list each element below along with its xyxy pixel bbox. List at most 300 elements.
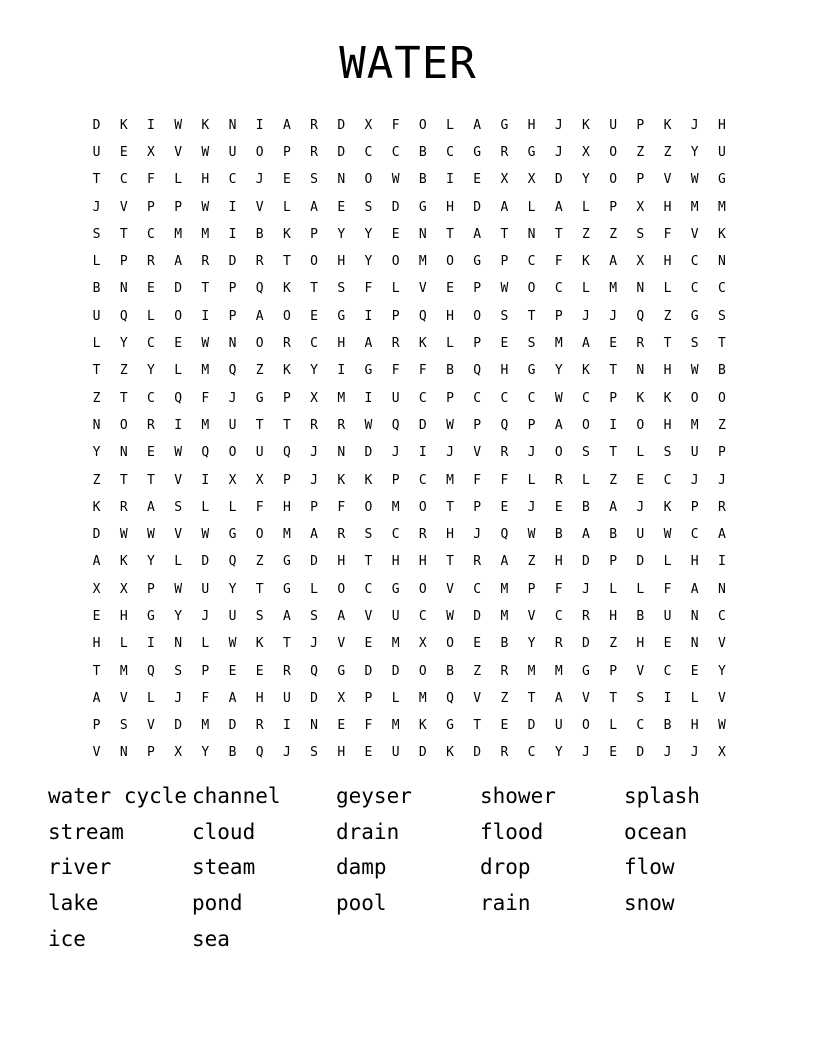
grid-letter[interactable]: S: [717, 308, 726, 324]
grid-letter[interactable]: M: [119, 663, 128, 679]
grid-letter[interactable]: Y: [690, 144, 699, 160]
grid-letter[interactable]: R: [500, 445, 509, 461]
grid-letter[interactable]: L: [391, 690, 400, 706]
grid-letter[interactable]: A: [582, 527, 590, 543]
grid-letter[interactable]: F: [473, 472, 482, 488]
grid-letter[interactable]: L: [582, 281, 590, 297]
grid-letter[interactable]: E: [310, 308, 318, 324]
grid-letter[interactable]: J: [554, 144, 563, 160]
grid-letter[interactable]: P: [609, 554, 618, 570]
grid-letter[interactable]: X: [255, 472, 264, 488]
grid-letter[interactable]: P: [228, 281, 237, 297]
grid-letter[interactable]: J: [174, 690, 183, 706]
grid-letter[interactable]: B: [582, 499, 590, 515]
grid-letter[interactable]: J: [310, 472, 318, 488]
grid-letter[interactable]: F: [554, 254, 563, 270]
grid-letter[interactable]: R: [337, 417, 346, 433]
grid-letter[interactable]: D: [92, 117, 101, 133]
grid-letter[interactable]: E: [364, 636, 373, 652]
grid-letter[interactable]: U: [228, 144, 237, 160]
grid-letter[interactable]: I: [364, 390, 373, 406]
grid-letter[interactable]: E: [391, 226, 400, 242]
grid-letter[interactable]: J: [582, 745, 590, 761]
grid-letter[interactable]: M: [201, 363, 210, 379]
grid-letter[interactable]: E: [609, 745, 618, 761]
grid-letter[interactable]: I: [147, 636, 155, 652]
grid-letter[interactable]: J: [582, 308, 590, 324]
grid-letter[interactable]: Z: [119, 363, 128, 379]
grid-letter[interactable]: Q: [500, 527, 509, 543]
grid-letter[interactable]: B: [418, 144, 427, 160]
grid-letter[interactable]: A: [500, 554, 509, 570]
grid-letter[interactable]: R: [554, 472, 563, 488]
grid-letter[interactable]: O: [282, 308, 291, 324]
grid-letter[interactable]: L: [527, 472, 536, 488]
grid-letter[interactable]: H: [663, 363, 672, 379]
grid-letter[interactable]: E: [282, 172, 291, 188]
grid-letter[interactable]: T: [446, 226, 454, 242]
grid-letter[interactable]: Z: [663, 144, 672, 160]
grid-letter[interactable]: R: [391, 336, 400, 352]
grid-letter[interactable]: U: [391, 390, 400, 406]
grid-letter[interactable]: E: [500, 718, 509, 734]
grid-letter[interactable]: M: [201, 226, 210, 242]
grid-letter[interactable]: V: [147, 718, 155, 734]
grid-letter[interactable]: N: [717, 254, 726, 270]
grid-letter[interactable]: T: [255, 417, 264, 433]
grid-letter[interactable]: K: [582, 363, 590, 379]
grid-letter[interactable]: G: [582, 663, 590, 679]
grid-letter[interactable]: L: [663, 281, 672, 297]
grid-letter[interactable]: T: [609, 690, 618, 706]
grid-letter[interactable]: W: [500, 281, 509, 297]
grid-letter[interactable]: F: [255, 499, 264, 515]
grid-letter[interactable]: H: [446, 527, 454, 543]
grid-letter[interactable]: F: [147, 172, 155, 188]
grid-letter[interactable]: T: [255, 581, 264, 597]
grid-letter[interactable]: Z: [255, 363, 264, 379]
grid-letter[interactable]: J: [609, 308, 618, 324]
grid-letter[interactable]: U: [92, 308, 101, 324]
grid-letter[interactable]: I: [418, 445, 427, 461]
grid-letter[interactable]: X: [636, 199, 645, 215]
grid-letter[interactable]: N: [690, 636, 699, 652]
grid-letter[interactable]: Y: [364, 226, 373, 242]
grid-letter[interactable]: X: [582, 144, 590, 160]
grid-letter[interactable]: W: [174, 445, 183, 461]
grid-letter[interactable]: C: [527, 254, 536, 270]
grid-letter[interactable]: Y: [119, 336, 128, 352]
grid-letter[interactable]: P: [92, 718, 101, 734]
grid-letter[interactable]: C: [147, 390, 155, 406]
grid-letter[interactable]: W: [554, 390, 563, 406]
grid-letter[interactable]: Y: [527, 636, 536, 652]
grid-letter[interactable]: P: [609, 390, 618, 406]
grid-letter[interactable]: U: [92, 144, 101, 160]
grid-letter[interactable]: V: [418, 281, 427, 297]
grid-letter[interactable]: T: [364, 554, 373, 570]
grid-letter[interactable]: C: [717, 281, 726, 297]
grid-letter[interactable]: A: [228, 690, 237, 706]
grid-letter[interactable]: K: [364, 472, 373, 488]
grid-letter[interactable]: A: [364, 336, 373, 352]
grid-letter[interactable]: J: [255, 172, 264, 188]
grid-letter[interactable]: D: [228, 254, 237, 270]
grid-letter[interactable]: O: [255, 144, 264, 160]
grid-letter[interactable]: O: [174, 308, 183, 324]
grid-letter[interactable]: U: [228, 417, 237, 433]
grid-letter[interactable]: E: [337, 199, 346, 215]
grid-letter[interactable]: E: [636, 472, 645, 488]
grid-letter[interactable]: C: [364, 581, 373, 597]
grid-letter[interactable]: C: [554, 281, 563, 297]
grid-letter[interactable]: X: [364, 117, 373, 133]
grid-letter[interactable]: P: [282, 144, 291, 160]
grid-letter[interactable]: W: [201, 199, 210, 215]
grid-letter[interactable]: L: [636, 445, 645, 461]
grid-letter[interactable]: N: [418, 226, 427, 242]
grid-letter[interactable]: N: [337, 445, 346, 461]
grid-letter[interactable]: Y: [147, 363, 155, 379]
grid-letter[interactable]: M: [418, 254, 427, 270]
grid-letter[interactable]: X: [92, 581, 101, 597]
grid-letter[interactable]: V: [174, 527, 183, 543]
grid-letter[interactable]: T: [717, 336, 726, 352]
grid-letter[interactable]: V: [663, 172, 672, 188]
grid-letter[interactable]: P: [364, 690, 373, 706]
grid-letter[interactable]: E: [147, 445, 155, 461]
grid-letter[interactable]: R: [717, 499, 726, 515]
grid-letter[interactable]: S: [310, 172, 318, 188]
grid-letter[interactable]: H: [663, 254, 672, 270]
grid-letter[interactable]: C: [391, 527, 400, 543]
grid-letter[interactable]: P: [282, 472, 291, 488]
grid-letter[interactable]: E: [473, 172, 482, 188]
grid-letter[interactable]: V: [92, 745, 101, 761]
grid-letter[interactable]: G: [282, 554, 291, 570]
grid-letter[interactable]: G: [690, 308, 699, 324]
grid-letter[interactable]: L: [609, 718, 618, 734]
grid-letter[interactable]: P: [500, 254, 509, 270]
grid-letter[interactable]: A: [282, 117, 291, 133]
grid-letter[interactable]: B: [418, 172, 427, 188]
grid-letter[interactable]: Y: [174, 608, 183, 624]
grid-letter[interactable]: P: [174, 199, 183, 215]
grid-letter[interactable]: Z: [582, 226, 590, 242]
grid-letter[interactable]: C: [418, 608, 427, 624]
grid-letter[interactable]: T: [473, 718, 482, 734]
grid-letter[interactable]: J: [310, 636, 318, 652]
grid-letter[interactable]: W: [690, 172, 699, 188]
grid-letter[interactable]: J: [690, 472, 699, 488]
grid-letter[interactable]: U: [282, 690, 291, 706]
grid-letter[interactable]: X: [310, 390, 318, 406]
grid-letter[interactable]: A: [174, 254, 183, 270]
grid-letter[interactable]: W: [446, 417, 454, 433]
grid-letter[interactable]: O: [446, 254, 454, 270]
grid-letter[interactable]: D: [582, 636, 590, 652]
grid-letter[interactable]: C: [147, 336, 155, 352]
grid-letter[interactable]: C: [228, 172, 237, 188]
grid-letter[interactable]: E: [228, 663, 237, 679]
grid-letter[interactable]: G: [228, 527, 237, 543]
grid-letter[interactable]: A: [473, 117, 482, 133]
grid-letter[interactable]: H: [690, 718, 699, 734]
grid-letter[interactable]: A: [310, 199, 318, 215]
grid-letter[interactable]: P: [391, 308, 400, 324]
grid-letter[interactable]: G: [364, 363, 373, 379]
grid-letter[interactable]: D: [636, 745, 645, 761]
grid-letter[interactable]: T: [201, 281, 210, 297]
grid-letter[interactable]: C: [663, 472, 672, 488]
grid-letter[interactable]: A: [554, 690, 563, 706]
grid-letter[interactable]: P: [717, 445, 726, 461]
grid-letter[interactable]: T: [554, 226, 563, 242]
grid-letter[interactable]: C: [527, 390, 536, 406]
grid-letter[interactable]: S: [174, 663, 183, 679]
grid-letter[interactable]: H: [690, 554, 699, 570]
grid-letter[interactable]: K: [663, 499, 672, 515]
grid-letter[interactable]: O: [364, 172, 373, 188]
grid-letter[interactable]: R: [282, 663, 291, 679]
grid-letter[interactable]: D: [174, 281, 183, 297]
grid-letter[interactable]: Y: [582, 172, 590, 188]
grid-letter[interactable]: J: [582, 581, 590, 597]
grid-letter[interactable]: D: [473, 608, 482, 624]
grid-letter[interactable]: F: [337, 499, 346, 515]
grid-letter[interactable]: P: [473, 336, 482, 352]
grid-letter[interactable]: E: [473, 636, 482, 652]
grid-letter[interactable]: O: [473, 308, 482, 324]
grid-letter[interactable]: E: [446, 281, 454, 297]
grid-letter[interactable]: P: [147, 199, 155, 215]
grid-letter[interactable]: K: [201, 117, 210, 133]
grid-letter[interactable]: P: [609, 199, 618, 215]
grid-letter[interactable]: R: [255, 254, 264, 270]
grid-letter[interactable]: L: [663, 554, 672, 570]
grid-letter[interactable]: O: [636, 417, 645, 433]
grid-letter[interactable]: V: [174, 472, 183, 488]
grid-letter[interactable]: V: [119, 199, 128, 215]
grid-letter[interactable]: S: [690, 336, 699, 352]
grid-letter[interactable]: A: [92, 554, 101, 570]
grid-letter[interactable]: I: [282, 718, 291, 734]
grid-letter[interactable]: L: [174, 172, 183, 188]
grid-letter[interactable]: T: [527, 690, 536, 706]
grid-letter[interactable]: B: [609, 527, 618, 543]
grid-letter[interactable]: R: [554, 636, 563, 652]
grid-letter[interactable]: C: [418, 472, 427, 488]
grid-letter[interactable]: T: [446, 554, 454, 570]
grid-letter[interactable]: C: [418, 390, 427, 406]
grid-letter[interactable]: V: [636, 663, 645, 679]
grid-letter[interactable]: N: [310, 718, 318, 734]
grid-letter[interactable]: K: [282, 226, 291, 242]
grid-letter[interactable]: S: [92, 226, 101, 242]
grid-letter[interactable]: O: [717, 390, 726, 406]
grid-letter[interactable]: P: [473, 281, 482, 297]
grid-letter[interactable]: K: [337, 472, 346, 488]
grid-letter[interactable]: T: [310, 281, 318, 297]
grid-letter[interactable]: B: [636, 608, 645, 624]
grid-letter[interactable]: T: [119, 390, 128, 406]
grid-letter[interactable]: H: [282, 499, 291, 515]
grid-letter[interactable]: V: [717, 636, 726, 652]
grid-letter[interactable]: X: [500, 172, 509, 188]
grid-letter[interactable]: L: [527, 199, 536, 215]
grid-letter[interactable]: H: [500, 363, 509, 379]
grid-letter[interactable]: D: [201, 554, 210, 570]
grid-letter[interactable]: M: [201, 718, 210, 734]
grid-letter[interactable]: K: [92, 499, 101, 515]
grid-letter[interactable]: Q: [446, 690, 454, 706]
grid-letter[interactable]: V: [119, 690, 128, 706]
grid-letter[interactable]: C: [473, 390, 482, 406]
grid-letter[interactable]: H: [446, 308, 454, 324]
grid-letter[interactable]: B: [92, 281, 101, 297]
grid-letter[interactable]: O: [391, 254, 400, 270]
grid-letter[interactable]: K: [717, 226, 726, 242]
grid-letter[interactable]: G: [500, 117, 509, 133]
grid-letter[interactable]: P: [282, 390, 291, 406]
grid-letter[interactable]: R: [310, 117, 318, 133]
grid-letter[interactable]: A: [609, 499, 618, 515]
grid-letter[interactable]: B: [554, 527, 563, 543]
grid-letter[interactable]: Y: [364, 254, 373, 270]
grid-letter[interactable]: R: [310, 417, 318, 433]
grid-letter[interactable]: S: [310, 745, 318, 761]
grid-letter[interactable]: D: [636, 554, 645, 570]
grid-letter[interactable]: H: [337, 554, 346, 570]
grid-letter[interactable]: X: [337, 690, 346, 706]
grid-letter[interactable]: L: [310, 581, 318, 597]
grid-letter[interactable]: R: [282, 336, 291, 352]
grid-letter[interactable]: U: [391, 608, 400, 624]
grid-letter[interactable]: H: [663, 199, 672, 215]
grid-letter[interactable]: W: [228, 636, 237, 652]
grid-letter[interactable]: J: [310, 445, 318, 461]
grid-letter[interactable]: J: [690, 117, 699, 133]
grid-letter[interactable]: H: [119, 608, 128, 624]
grid-letter[interactable]: L: [582, 199, 590, 215]
grid-letter[interactable]: M: [690, 417, 699, 433]
grid-letter[interactable]: F: [663, 226, 672, 242]
grid-letter[interactable]: G: [527, 144, 536, 160]
grid-letter[interactable]: C: [364, 144, 373, 160]
grid-letter[interactable]: S: [174, 499, 183, 515]
grid-letter[interactable]: A: [147, 499, 155, 515]
grid-letter[interactable]: T: [609, 363, 618, 379]
grid-letter[interactable]: Z: [92, 390, 101, 406]
grid-letter[interactable]: I: [609, 417, 618, 433]
grid-letter[interactable]: L: [446, 117, 454, 133]
grid-letter[interactable]: X: [418, 636, 427, 652]
grid-letter[interactable]: R: [255, 718, 264, 734]
grid-letter[interactable]: E: [500, 336, 509, 352]
grid-letter[interactable]: J: [527, 499, 536, 515]
grid-letter[interactable]: A: [554, 417, 563, 433]
grid-letter[interactable]: S: [636, 690, 645, 706]
grid-letter[interactable]: D: [364, 445, 373, 461]
grid-letter[interactable]: A: [582, 336, 590, 352]
grid-letter[interactable]: P: [609, 663, 618, 679]
grid-letter[interactable]: L: [119, 636, 128, 652]
grid-letter[interactable]: E: [147, 281, 155, 297]
grid-letter[interactable]: I: [201, 308, 210, 324]
grid-letter[interactable]: G: [337, 663, 346, 679]
grid-letter[interactable]: N: [527, 226, 536, 242]
grid-letter[interactable]: M: [391, 636, 400, 652]
grid-letter[interactable]: T: [92, 172, 101, 188]
grid-letter[interactable]: Y: [337, 226, 346, 242]
grid-letter[interactable]: L: [228, 499, 237, 515]
grid-letter[interactable]: Q: [228, 363, 237, 379]
grid-letter[interactable]: C: [663, 663, 672, 679]
grid-letter[interactable]: E: [364, 745, 373, 761]
grid-letter[interactable]: C: [636, 718, 645, 734]
grid-letter[interactable]: J: [690, 745, 699, 761]
grid-letter[interactable]: T: [446, 499, 454, 515]
grid-letter[interactable]: R: [473, 554, 482, 570]
grid-letter[interactable]: Q: [119, 308, 128, 324]
grid-letter[interactable]: E: [690, 663, 699, 679]
grid-letter[interactable]: M: [337, 390, 346, 406]
grid-letter[interactable]: H: [418, 554, 427, 570]
grid-letter[interactable]: O: [310, 254, 318, 270]
grid-letter[interactable]: Z: [636, 144, 645, 160]
grid-letter[interactable]: P: [636, 172, 645, 188]
grid-letter[interactable]: G: [717, 172, 726, 188]
grid-letter[interactable]: S: [364, 199, 373, 215]
grid-letter[interactable]: X: [119, 581, 128, 597]
grid-letter[interactable]: O: [527, 281, 536, 297]
grid-letter[interactable]: S: [582, 445, 590, 461]
grid-letter[interactable]: K: [582, 254, 590, 270]
grid-letter[interactable]: A: [609, 254, 618, 270]
grid-letter[interactable]: B: [255, 226, 264, 242]
grid-letter[interactable]: O: [255, 336, 264, 352]
grid-letter[interactable]: H: [337, 745, 346, 761]
grid-letter[interactable]: E: [609, 336, 618, 352]
grid-letter[interactable]: F: [364, 718, 373, 734]
grid-letter[interactable]: Y: [554, 363, 563, 379]
grid-letter[interactable]: Q: [473, 363, 482, 379]
grid-letter[interactable]: U: [717, 144, 726, 160]
grid-letter[interactable]: C: [554, 608, 563, 624]
grid-letter[interactable]: J: [201, 608, 210, 624]
grid-letter[interactable]: N: [119, 281, 128, 297]
grid-letter[interactable]: Q: [310, 663, 318, 679]
grid-letter[interactable]: H: [391, 554, 400, 570]
grid-letter[interactable]: I: [717, 554, 726, 570]
grid-letter[interactable]: A: [255, 308, 264, 324]
grid-letter[interactable]: L: [201, 499, 210, 515]
grid-letter[interactable]: Q: [228, 554, 237, 570]
grid-letter[interactable]: D: [337, 117, 346, 133]
grid-letter[interactable]: M: [391, 718, 400, 734]
grid-letter[interactable]: C: [582, 390, 590, 406]
grid-letter[interactable]: W: [119, 527, 128, 543]
grid-letter[interactable]: A: [717, 527, 726, 543]
grid-letter[interactable]: I: [446, 172, 454, 188]
grid-letter[interactable]: Q: [147, 663, 155, 679]
grid-letter[interactable]: U: [663, 608, 672, 624]
grid-letter[interactable]: K: [119, 554, 128, 570]
grid-letter[interactable]: Q: [636, 308, 645, 324]
grid-letter[interactable]: V: [527, 608, 536, 624]
grid-letter[interactable]: Z: [717, 417, 726, 433]
grid-letter[interactable]: R: [201, 254, 210, 270]
